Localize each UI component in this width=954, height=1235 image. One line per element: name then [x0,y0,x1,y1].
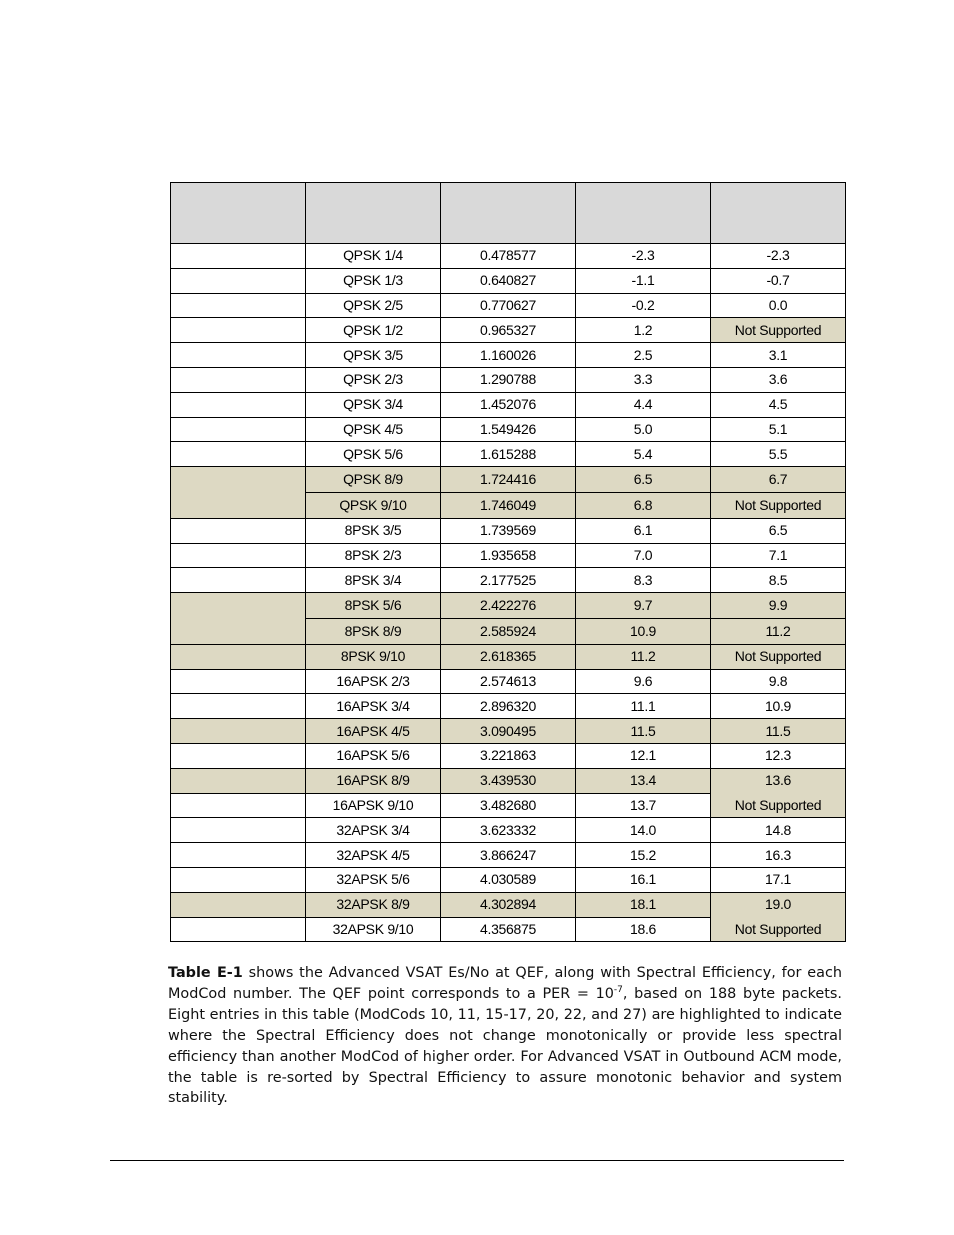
modcod-number-cell [171,492,306,518]
spectral-efficiency-cell: 3.221863 [441,743,576,768]
modcod-number-cell [171,244,306,269]
advanced-vsat-cell: 3.6 [711,367,846,392]
modulation-cell: 8PSK 5/6 [306,593,441,619]
modcod-number-cell [171,518,306,543]
spectral-efficiency-cell: 1.549426 [441,417,576,442]
advanced-vsat-cell: Not Supported [711,318,846,343]
spectral-efficiency-cell: 0.640827 [441,268,576,293]
advanced-vsat-cell: 17.1 [711,867,846,892]
table-header-row [171,183,846,244]
spectral-efficiency-cell: 3.090495 [441,719,576,744]
table-reference: Table E-1 [168,965,243,981]
esno-cell: 6.5 [576,467,711,493]
modulation-cell: 16APSK 2/3 [306,669,441,694]
table-body [171,244,846,942]
spectral-efficiency-cell: 4.302894 [441,892,576,917]
modcod-number-cell [171,917,306,942]
esno-cell: 6.1 [576,518,711,543]
advanced-vsat-cell: 9.9 [711,593,846,619]
modulation-cell: QPSK 9/10 [306,492,441,518]
table-row [171,618,846,644]
modulation-cell: QPSK 3/4 [306,392,441,417]
esno-cell: 2.5 [576,343,711,368]
table-row [171,694,846,719]
modcod-number-cell [171,467,306,493]
spectral-efficiency-cell: 1.160026 [441,343,576,368]
modulation-cell: 32APSK 3/4 [306,818,441,843]
header-cell-spectral-efficiency [441,183,576,244]
esno-cell: 14.0 [576,818,711,843]
table-row [171,593,846,619]
table-description [168,963,842,1109]
esno-cell: 11.1 [576,694,711,719]
advanced-vsat-cell: 5.5 [711,442,846,467]
modulation-cell: 16APSK 9/10 [306,793,441,818]
esno-cell: 13.7 [576,793,711,818]
advanced-vsat-cell: 13.6 [711,768,846,793]
modulation-cell: 32APSK 5/6 [306,867,441,892]
footer-rule [110,1160,844,1161]
modulation-cell: 8PSK 3/4 [306,568,441,593]
table-row [171,568,846,593]
table-row [171,867,846,892]
esno-cell: 11.2 [576,644,711,669]
modcod-number-cell [171,568,306,593]
modulation-cell: QPSK 1/3 [306,268,441,293]
table-row [171,669,846,694]
esno-cell: 6.8 [576,492,711,518]
table-row [171,518,846,543]
advanced-vsat-cell: 8.5 [711,568,846,593]
modulation-cell: QPSK 1/4 [306,244,441,269]
spectral-efficiency-cell: 2.618365 [441,644,576,669]
spectral-efficiency-cell: 1.724416 [441,467,576,493]
modcod-number-cell [171,343,306,368]
esno-cell: 9.6 [576,669,711,694]
esno-cell: 1.2 [576,318,711,343]
spectral-efficiency-cell: 2.177525 [441,568,576,593]
table-row [171,892,846,917]
spectral-efficiency-cell: 1.746049 [441,492,576,518]
table-row [171,318,846,343]
esno-cell: 5.4 [576,442,711,467]
spectral-efficiency-cell: 0.478577 [441,244,576,269]
table-row [171,793,846,818]
modulation-cell: QPSK 4/5 [306,417,441,442]
advanced-vsat-cell: 3.1 [711,343,846,368]
advanced-vsat-cell: 12.3 [711,743,846,768]
spectral-efficiency-cell: 3.482680 [441,793,576,818]
esno-cell: 10.9 [576,618,711,644]
modulation-cell: 16APSK 4/5 [306,719,441,744]
modcod-number-cell [171,793,306,818]
advanced-vsat-cell: 7.1 [711,543,846,568]
advanced-vsat-cell: 9.8 [711,669,846,694]
esno-cell: 3.3 [576,367,711,392]
spectral-efficiency-cell: 1.452076 [441,392,576,417]
modulation-cell: 32APSK 8/9 [306,892,441,917]
esno-cell: -1.1 [576,268,711,293]
table-row [171,743,846,768]
advanced-vsat-cell: Not Supported [711,793,846,818]
modcod-number-cell [171,743,306,768]
modcod-number-cell [171,593,306,619]
esno-cell: 4.4 [576,392,711,417]
modcod-number-cell [171,318,306,343]
modcod-number-cell [171,892,306,917]
modulation-cell: QPSK 2/3 [306,367,441,392]
advanced-vsat-cell: 11.5 [711,719,846,744]
modcod-number-cell [171,417,306,442]
modcod-number-cell [171,669,306,694]
spectral-efficiency-cell: 3.439530 [441,768,576,793]
advanced-vsat-cell: Not Supported [711,917,846,942]
advanced-vsat-cell: Not Supported [711,492,846,518]
advanced-vsat-cell: 19.0 [711,892,846,917]
modcod-number-cell [171,719,306,744]
table-row [171,268,846,293]
table-row [171,467,846,493]
esno-cell: 7.0 [576,543,711,568]
modcod-number-cell [171,818,306,843]
esno-cell: 15.2 [576,843,711,868]
advanced-vsat-cell: 6.5 [711,518,846,543]
spectral-efficiency-cell: 2.896320 [441,694,576,719]
per-exponent: -7 [613,984,623,995]
advanced-vsat-cell: 6.7 [711,467,846,493]
advanced-vsat-cell: 16.3 [711,843,846,868]
esno-cell: -0.2 [576,293,711,318]
advanced-vsat-cell: 14.8 [711,818,846,843]
table-row [171,917,846,942]
table-row [171,768,846,793]
modcod-number-cell [171,392,306,417]
esno-cell: 5.0 [576,417,711,442]
modcod-number-cell [171,543,306,568]
modcod-number-cell [171,867,306,892]
esno-cell: 18.1 [576,892,711,917]
modcod-number-cell [171,442,306,467]
modcod-table [170,182,846,942]
modulation-cell: QPSK 5/6 [306,442,441,467]
table-row [171,293,846,318]
advanced-vsat-cell: -2.3 [711,244,846,269]
spectral-efficiency-cell: 3.866247 [441,843,576,868]
table-row [171,343,846,368]
modulation-cell: 16APSK 8/9 [306,768,441,793]
modcod-number-cell [171,768,306,793]
spectral-efficiency-cell: 1.290788 [441,367,576,392]
modcod-number-cell [171,644,306,669]
table-row [171,543,846,568]
modcod-number-cell [171,268,306,293]
description-text-part-1: shows the Advanced VSAT Es/No at QEF, along with Spectral Efficiency, for each ModCod number. The QEF point corresponds to a PER = 10 [168,965,842,1002]
table-row [171,442,846,467]
advanced-vsat-cell: 0.0 [711,293,846,318]
modulation-cell: QPSK 1/2 [306,318,441,343]
esno-cell: -2.3 [576,244,711,269]
table-row [171,644,846,669]
table-row [171,417,846,442]
modcod-number-cell [171,618,306,644]
spectral-efficiency-cell: 2.574613 [441,669,576,694]
advanced-vsat-cell: 11.2 [711,618,846,644]
modulation-cell: QPSK 3/5 [306,343,441,368]
description-text-part-2: , based on 188 byte packets. Eight entries in this table (ModCods 10, 11, 15-17, 20, 22, and 27) are highlighted to indicate where the Spectral Efficiency does not change monotonically or provide less spectral efficiency than another ModCod of higher order. For Advanced VSAT in Outbound ACM mode, the table is re-sorted by Spectral Efficiency to assure monotonic behavior and system stability. [168,985,842,1107]
modulation-cell: 8PSK 8/9 [306,618,441,644]
esno-cell: 16.1 [576,867,711,892]
table-row [171,392,846,417]
advanced-vsat-cell: -0.7 [711,268,846,293]
header-cell-modcod-number [171,183,306,244]
spectral-efficiency-cell: 1.935658 [441,543,576,568]
esno-cell: 13.4 [576,768,711,793]
modcod-number-cell [171,843,306,868]
esno-cell: 12.1 [576,743,711,768]
esno-cell: 9.7 [576,593,711,619]
modcod-number-cell [171,293,306,318]
modulation-cell: 16APSK 3/4 [306,694,441,719]
advanced-vsat-cell: 5.1 [711,417,846,442]
table-row [171,244,846,269]
modulation-cell: 32APSK 9/10 [306,917,441,942]
spectral-efficiency-cell: 1.615288 [441,442,576,467]
table-row [171,492,846,518]
spectral-efficiency-cell: 4.356875 [441,917,576,942]
esno-cell: 18.6 [576,917,711,942]
advanced-vsat-cell: Not Supported [711,644,846,669]
modulation-cell: 8PSK 3/5 [306,518,441,543]
header-cell-modulation [306,183,441,244]
advanced-vsat-cell: 4.5 [711,392,846,417]
modulation-cell: 8PSK 2/3 [306,543,441,568]
spectral-efficiency-cell: 2.585924 [441,618,576,644]
table-row [171,818,846,843]
table-row [171,367,846,392]
modcod-number-cell [171,694,306,719]
table-row [171,719,846,744]
spectral-efficiency-cell: 4.030589 [441,867,576,892]
spectral-efficiency-cell: 2.422276 [441,593,576,619]
header-cell-esno [576,183,711,244]
advanced-vsat-cell: 10.9 [711,694,846,719]
modulation-cell: QPSK 8/9 [306,467,441,493]
spectral-efficiency-cell: 0.965327 [441,318,576,343]
spectral-efficiency-cell: 1.739569 [441,518,576,543]
modulation-cell: 16APSK 5/6 [306,743,441,768]
spectral-efficiency-cell: 0.770627 [441,293,576,318]
spectral-efficiency-cell: 3.623332 [441,818,576,843]
modulation-cell: 32APSK 4/5 [306,843,441,868]
esno-cell: 11.5 [576,719,711,744]
header-cell-advanced-vsat [711,183,846,244]
modulation-cell: 8PSK 9/10 [306,644,441,669]
modcod-number-cell [171,367,306,392]
table-row [171,843,846,868]
esno-cell: 8.3 [576,568,711,593]
modulation-cell: QPSK 2/5 [306,293,441,318]
